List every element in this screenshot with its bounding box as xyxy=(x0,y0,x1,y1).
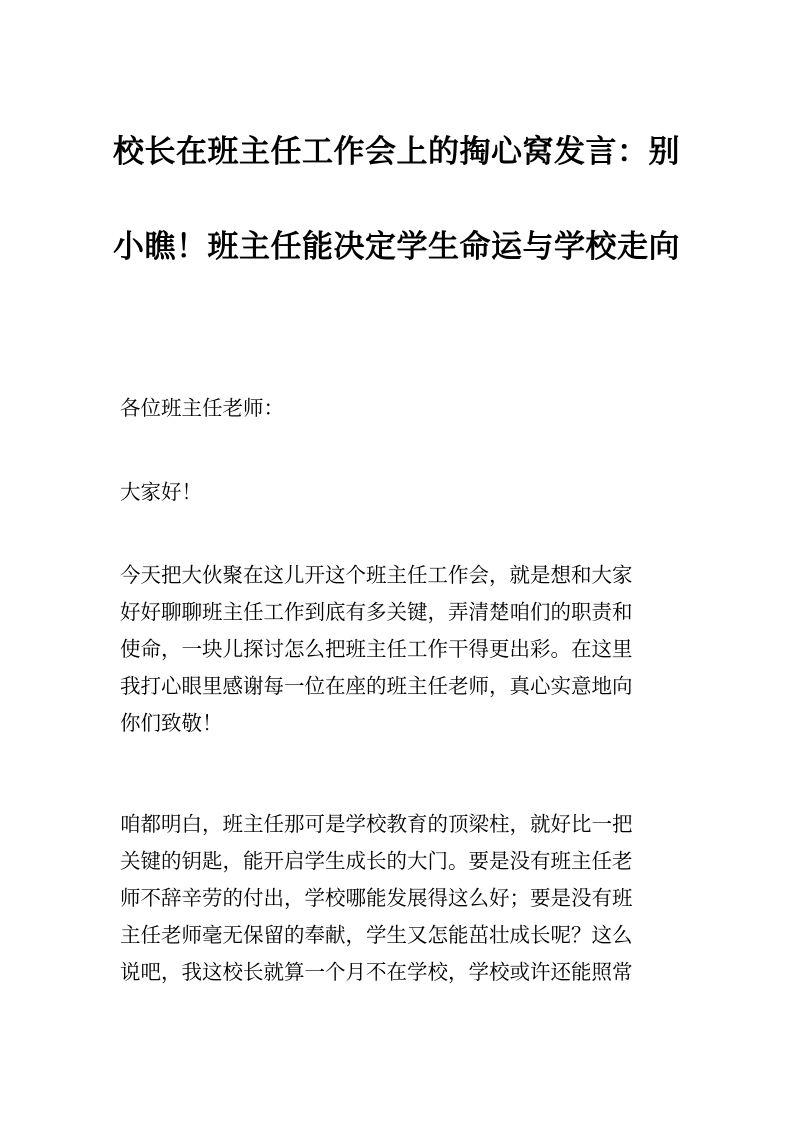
greeting xyxy=(120,474,680,511)
paragraph-1 xyxy=(120,557,680,742)
paragraph-line: 师不辞辛劳的付出，学校哪能发展得这么好；要是没有班 xyxy=(120,886,633,910)
title-line-1: 校长在班主任工作会上的掏心窝发言：别 xyxy=(113,134,680,170)
paragraph-2 xyxy=(120,806,680,991)
paragraph-line: 使命，一块儿探讨怎么把班主任工作干得更出彩。在这里 xyxy=(120,637,633,661)
title-line-2: 小瞧！班主任能决定学生命运与学校走向 xyxy=(113,229,680,265)
paragraph-line: 咱都明白，班主任那可是学校教育的顶梁柱，就好比一把 xyxy=(120,812,633,836)
salutation xyxy=(120,390,680,427)
greeting-text: 大家好！ xyxy=(120,480,202,504)
paragraph-line: 主任老师毫无保留的奉献，学生又怎能茁壮成长呢？这么 xyxy=(120,923,633,947)
paragraph-line: 我打心眼里感谢每一位在座的班主任老师，真心实意地向 xyxy=(120,674,633,698)
salutation-text: 各位班主任老师： xyxy=(120,396,284,420)
paragraph-line: 今天把大伙聚在这儿开这个班主任工作会，就是想和大家 xyxy=(120,563,633,587)
paragraph-line: 关键的钥匙，能开启学生成长的大门。要是没有班主任老 xyxy=(120,849,633,873)
paragraph-line: 你们致敬！ xyxy=(120,711,223,735)
paragraph-line: 说吧，我这校长就算一个月不在学校，学校或许还能照常 xyxy=(120,960,633,984)
paragraph-line: 好好聊聊班主任工作到底有多关键，弄清楚咱们的职责和 xyxy=(120,600,633,624)
